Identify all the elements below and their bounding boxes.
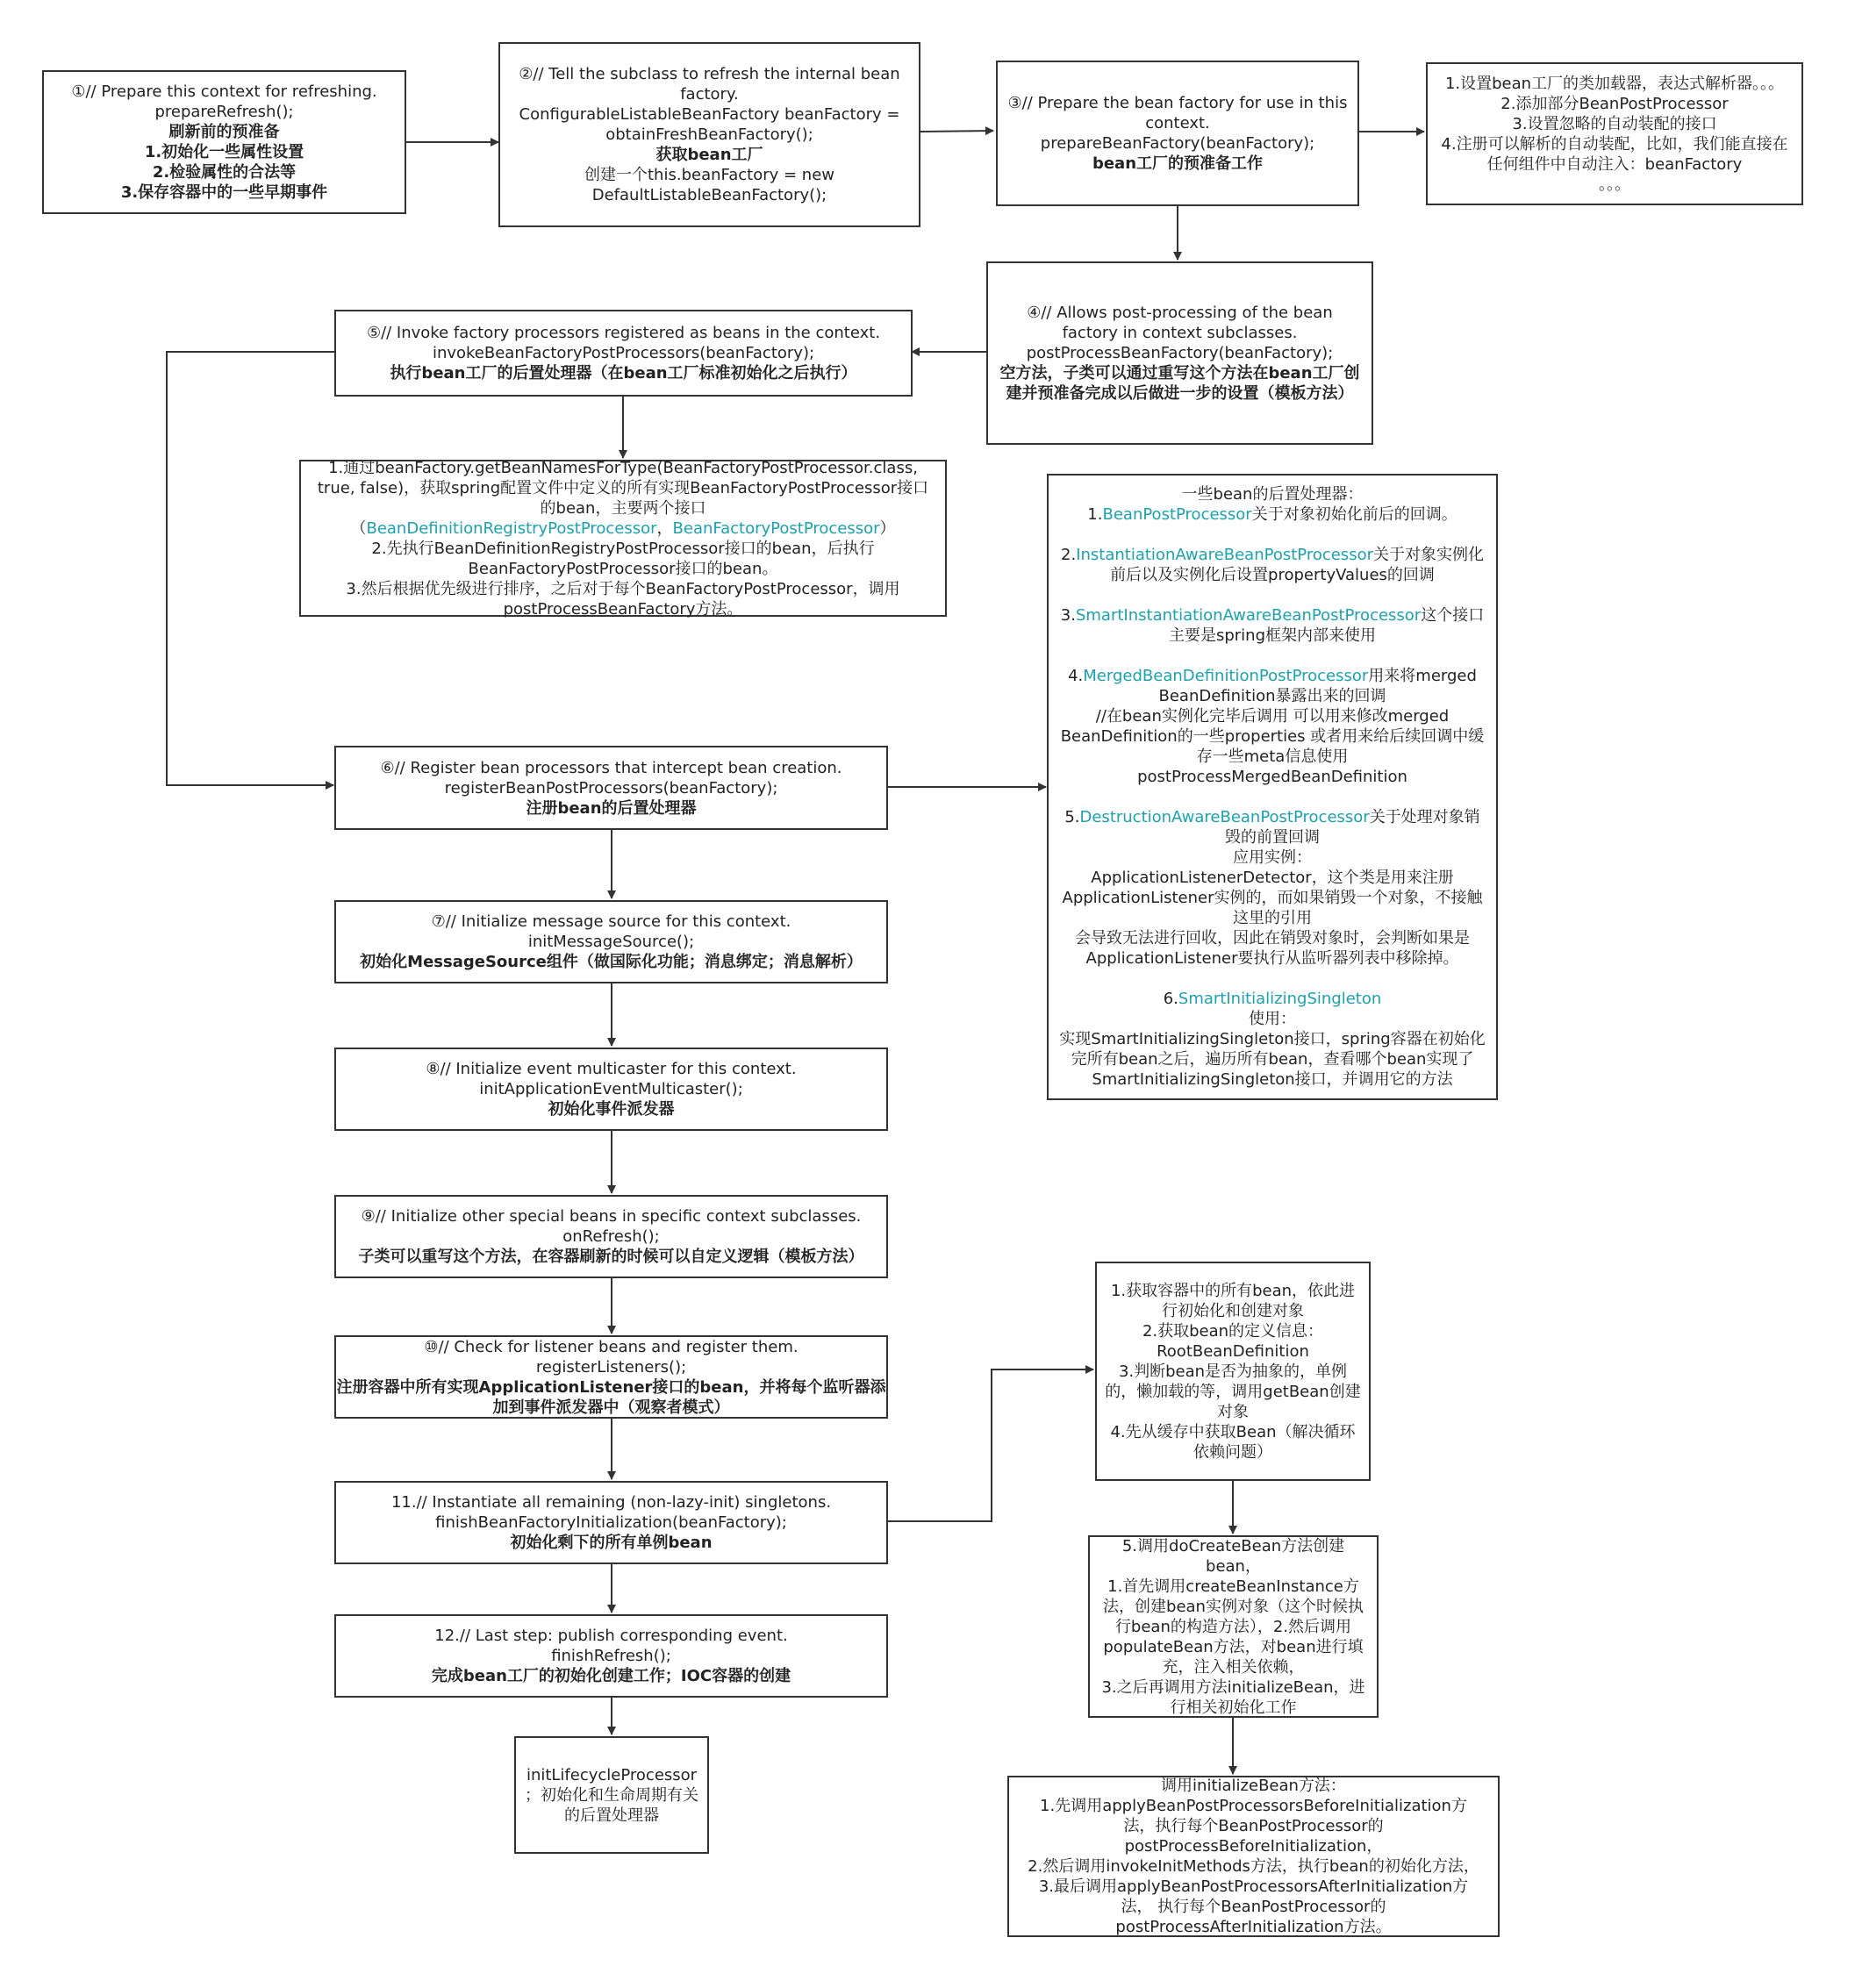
processor-6-desc: 实现SmartInitializingSingleton接口，spring容器在初始化 xyxy=(1059,1030,1486,1048)
paren-close: ） xyxy=(879,518,896,538)
step-5-detail: true, false)，获取spring配置文件中定义的所有实现BeanFactoryPostProcessor接口 xyxy=(317,478,929,497)
get-bean-step: 3.判断bean是否为抽象的，单例 xyxy=(1118,1362,1348,1381)
processor-5: 5.DestructionAwareBeanPostProcessor关于处理对象销 xyxy=(1064,808,1480,826)
get-bean-step: RootBeanDefinition xyxy=(1157,1341,1309,1361)
lifecycle-desc: 的后置处理器 xyxy=(564,1806,659,1825)
do-create-bean-step: 法，创建bean实例对象（这个时候执 xyxy=(1103,1597,1364,1616)
step-5-detail: BeanFactoryPostProcessor接口的bean。 xyxy=(468,559,778,578)
step-6-comment: ⑥// Register bean processors that intercept bean creation. xyxy=(380,758,842,777)
processor-2-name: InstantiationAwareBeanPostProcessor xyxy=(1076,546,1373,564)
processor-6-desc: 使用： xyxy=(1249,1010,1296,1028)
step-7-message-source-box xyxy=(334,900,888,983)
initialize-bean-step: 2.然后调用invokeInitMethods方法，执行bean的初始化方法， xyxy=(1028,1857,1479,1876)
step-10-register-listeners-box xyxy=(334,1335,888,1419)
step-3-details-box xyxy=(1426,62,1803,205)
step-4-post-process-bean-factory-box xyxy=(986,261,1373,445)
processor-1: 1.BeanPostProcessor关于对象初始化前后的回调。 xyxy=(1087,505,1458,524)
lifecycle-method: initLifecycleProcessor xyxy=(526,1765,698,1784)
processor-3-desc: 主要是spring框架内部来使用 xyxy=(1168,626,1377,645)
initialize-bean-step: 法， 执行每个BeanPostProcessor的 xyxy=(1121,1898,1386,1916)
step-1-prepare-refresh-box xyxy=(42,70,406,214)
step-10-comment: ⑩// Check for listener beans and register them. xyxy=(424,1337,799,1356)
step-5-detail: 的bean，主要两个接口 xyxy=(540,498,706,518)
processor-5-desc: 毁的前置回调 xyxy=(1225,828,1320,847)
step-12-method: finishRefresh(); xyxy=(551,1647,671,1665)
get-bean-step: 对象 xyxy=(1217,1402,1249,1421)
processor-2-desc: 前后以及实例化后设置propertyValues的回调 xyxy=(1110,566,1435,584)
step-1-item: 1.初始化一些属性设置 xyxy=(144,143,304,161)
arrow-2-to-3 xyxy=(920,131,993,132)
do-create-bean-step: 1.首先调用createBeanInstance方 xyxy=(1107,1577,1359,1596)
get-bean-step: 1.获取容器中的所有bean，依此进 xyxy=(1110,1281,1356,1300)
do-create-bean-step: 充，注入相关依赖， xyxy=(1162,1657,1305,1677)
step-5-title: 执行bean工厂的后置处理器（在bean工厂标准初始化之后执行） xyxy=(390,364,857,383)
processor-2: 2.InstantiationAwareBeanPostProcessor关于对象实例化 xyxy=(1061,546,1484,564)
step-2-code: ConfigurableListableBeanFactory beanFactory = xyxy=(519,105,900,124)
processor-3: 3.SmartInstantiationAwareBeanPostProcessor这个接口 xyxy=(1060,606,1485,625)
processors-heading: 一些bean的后置处理器： xyxy=(1181,485,1364,504)
step-1-method: prepareRefresh(); xyxy=(154,103,294,121)
do-create-bean-step: 行相关初始化工作 xyxy=(1170,1698,1297,1717)
arrow-11-to-c1 xyxy=(887,1369,1093,1521)
get-bean-step: 4.先从缓存中获取Bean（解决循环 xyxy=(1110,1422,1356,1441)
initialize-bean-step: 调用initializeBean方法： xyxy=(1161,1777,1346,1795)
step-9-title: 子类可以重写这个方法，在容器刷新的时候可以自定义逻辑（模板方法） xyxy=(358,1248,864,1266)
processor-6-name: SmartInitializingSingleton xyxy=(1178,990,1382,1008)
step-5-comment: ⑤// Invoke factory processors registered as beans in the context. xyxy=(366,324,881,342)
processor-4-desc: postProcessMergedBeanDefinition xyxy=(1137,768,1407,786)
paren-open: （ xyxy=(350,518,367,538)
step-5-detail: 1.通过beanFactory.getBeanNamesForType(BeanFactoryPostProcessor.class, xyxy=(328,458,918,477)
processor-5-desc: ApplicationListener实例的，而如果销毁一个对象，不接触 xyxy=(1062,889,1483,907)
get-bean-steps-box xyxy=(1095,1262,1371,1481)
step-3-detail: 1.设置bean工厂的类加载器，表达式解析器。。。 xyxy=(1444,74,1785,93)
step-3-comment: context. xyxy=(1145,114,1210,132)
step-12-finish-refresh-box xyxy=(334,1614,888,1698)
step-5-details-box xyxy=(299,460,947,617)
step-4-comment: factory in context subclasses. xyxy=(1062,324,1298,342)
processor-5-desc: ApplicationListener要执行从监听器列表中移除掉。 xyxy=(1085,949,1459,968)
processor-4-desc: 存一些meta信息使用 xyxy=(1196,747,1349,766)
step-6-register-bean-processors-box xyxy=(334,746,888,830)
step-3-title: bean工厂的预准备工作 xyxy=(1092,154,1264,173)
step-2-note: DefaultListableBeanFactory(); xyxy=(591,186,827,204)
step-5-detail: 2.先执行BeanDefinitionRegistryPostProcessor接口的bean，后执行 xyxy=(371,539,875,558)
step-2-title: 获取bean工厂 xyxy=(655,146,763,164)
processor-4-desc: //在bean实例化完毕后调用 可以用来修改merged xyxy=(1095,707,1450,726)
step-8-method: initApplicationEventMulticaster(); xyxy=(479,1080,743,1098)
step-8-comment: ⑧// Initialize event multicaster for this context. xyxy=(426,1060,797,1078)
get-bean-step: 的，懒加载的等，调用getBean创建 xyxy=(1105,1382,1361,1401)
initialize-bean-step: 3.最后调用applyBeanPostProcessorsAfterInitialization方 xyxy=(1038,1877,1469,1896)
processor-6-desc: SmartInitializingSingleton接口，并调用它的方法 xyxy=(1092,1070,1453,1089)
initialize-bean-step: postProcessAfterInitialization方法。 xyxy=(1115,1918,1392,1936)
step-2-code: obtainFreshBeanFactory(); xyxy=(605,125,813,144)
processor-3-name: SmartInstantiationAwareBeanPostProcessor xyxy=(1075,606,1422,625)
step-10-title: 加到事件派发器中（观察者模式） xyxy=(492,1398,730,1417)
step-1-item: 3.保存容器中的一些早期事件 xyxy=(120,183,328,202)
step-9-on-refresh-box xyxy=(334,1195,888,1278)
initialize-bean-step: 法，执行每个BeanPostProcessor的 xyxy=(1123,1817,1384,1835)
step-3-detail: 3.设置忽略的自动装配的接口 xyxy=(1512,114,1717,133)
step-4-note: 建并预准备完成以后做进一步的设置（模板方法） xyxy=(1006,384,1354,403)
step-1-title: 刷新前的预准备 xyxy=(168,123,280,141)
initialize-bean-step: postProcessBeforeInitialization， xyxy=(1124,1837,1383,1856)
step-5-invoke-factory-processors-box xyxy=(334,310,913,397)
processor-6: 6.SmartInitializingSingleton xyxy=(1163,990,1382,1008)
lifecycle-desc: ；初始化和生命周期有关 xyxy=(525,1785,698,1805)
processor-1-name: BeanPostProcessor xyxy=(1102,505,1252,524)
step-7-title: 初始化MessageSource组件（做国际化功能；消息绑定；消息解析） xyxy=(360,953,863,971)
step-4-note: 空方法，子类可以通过重写这个方法在bean工厂创 xyxy=(999,364,1360,383)
step-4-comment: ④// Allows post-processing of the bean xyxy=(1027,304,1333,322)
step-11-title: 初始化剩下的所有单例bean xyxy=(510,1534,713,1552)
step-11-finish-bean-factory-init-box xyxy=(334,1481,888,1564)
step-10-title: 注册容器中所有实现ApplicationListener接口的bean，并将每个监听器添 xyxy=(336,1377,886,1397)
step-3-detail: 4.注册可以解析的自动装配，比如，我们能直接在 xyxy=(1441,134,1788,154)
step-3-detail: 。。。 xyxy=(1599,175,1630,194)
processor-5-desc: 应用实例： xyxy=(1233,848,1312,867)
processor-5-desc: 这里的引用 xyxy=(1233,909,1312,927)
processor-5-name: DestructionAwareBeanPostProcessor xyxy=(1079,808,1370,826)
step-1-comment: ①// Prepare this context for refreshing. xyxy=(71,82,377,101)
step-3-comment: ③// Prepare the bean factory for use in this xyxy=(1007,94,1348,112)
step-8-title: 初始化事件派发器 xyxy=(548,1100,675,1119)
get-bean-step: 行初始化和创建对象 xyxy=(1162,1301,1304,1320)
step-11-method: finishBeanFactoryInitialization(beanFactory); xyxy=(435,1513,787,1532)
do-create-bean-step: populateBean方法，对bean进行填 xyxy=(1103,1637,1364,1656)
do-create-bean-step: bean， xyxy=(1206,1556,1261,1576)
step-10-method: registerListeners(); xyxy=(535,1357,687,1377)
step-9-method: onRefresh(); xyxy=(562,1227,660,1246)
step-12-title: 完成bean工厂的初始化创建工作；IOC容器的创建 xyxy=(431,1667,791,1685)
bean-post-processors-box xyxy=(1047,474,1498,1100)
processor-6-desc: 完所有bean之后，遍历所有bean，查看哪个bean实现了 xyxy=(1071,1050,1474,1069)
initialize-bean-box xyxy=(1007,1776,1500,1937)
factory-post-processor-name: BeanFactoryPostProcessor xyxy=(672,518,880,538)
processor-4: 4.MergedBeanDefinitionPostProcessor用来将merged xyxy=(1068,667,1477,685)
get-bean-step: 2.获取bean的定义信息： xyxy=(1142,1321,1324,1341)
step-8-event-multicaster-box xyxy=(334,1048,888,1131)
step-9-comment: ⑨// Initialize other special beans in specific context subclasses. xyxy=(361,1207,862,1226)
step-4-method: postProcessBeanFactory(beanFactory); xyxy=(1026,344,1334,362)
step-3-prepare-bean-factory-box xyxy=(996,61,1359,206)
init-lifecycle-processor-box xyxy=(514,1736,709,1854)
step-2-comment: factory. xyxy=(680,85,739,104)
step-3-method: prepareBeanFactory(beanFactory); xyxy=(1040,134,1315,153)
do-create-bean-step: 3.之后再调用方法initializeBean，进 xyxy=(1101,1677,1365,1697)
step-2-comment: ②// Tell the subclass to refresh the internal bean xyxy=(519,65,900,83)
initialize-bean-step: 1.先调用applyBeanPostProcessorsBeforeInitialization方 xyxy=(1040,1797,1467,1815)
do-create-bean-box xyxy=(1088,1535,1379,1718)
step-5-method: invokeBeanFactoryPostProcessors(beanFactory); xyxy=(432,344,815,362)
step-12-comment: 12.// Last step: publish corresponding event. xyxy=(434,1627,788,1645)
step-2-note: 创建一个this.beanFactory = new xyxy=(584,166,834,184)
do-create-bean-step: 5.调用doCreateBean方法创建 xyxy=(1121,1536,1345,1555)
step-3-detail: 2.添加部分BeanPostProcessor xyxy=(1500,94,1729,113)
get-bean-step: 依赖问题） xyxy=(1193,1442,1272,1462)
step-3-detail: 任何组件中自动注入：beanFactory xyxy=(1486,154,1743,174)
step-5-detail: postProcessBeanFactory方法。 xyxy=(503,599,743,619)
step-5-detail: 3.然后根据优先级进行排序，之后对于每个BeanFactoryPostProcessor，调用 xyxy=(346,579,900,598)
step-7-method: initMessageSource(); xyxy=(527,933,695,951)
step-5-interfaces xyxy=(350,518,895,539)
step-1-item: 2.检验属性的合法等 xyxy=(152,163,297,182)
processor-4-desc: BeanDefinition的一些properties 或者用来给后续回调中缓 xyxy=(1060,727,1485,746)
step-2-obtain-bean-factory-box xyxy=(498,42,920,227)
separator: ， xyxy=(656,518,673,538)
step-7-comment: ⑦// Initialize message source for this context. xyxy=(431,912,791,931)
step-6-method: registerBeanPostProcessors(beanFactory); xyxy=(444,778,778,797)
processor-5-desc: ApplicationListenerDetector，这个类是用来注册 xyxy=(1091,869,1454,887)
do-create-bean-step: 行bean的构造方法），2.然后调用 xyxy=(1114,1617,1352,1636)
registry-post-processor-name: BeanDefinitionRegistryPostProcessor xyxy=(366,518,657,538)
step-11-comment: 11.// Instantiate all remaining (non-lazy-init) singletons. xyxy=(390,1493,832,1512)
processor-4-name: MergedBeanDefinitionPostProcessor xyxy=(1083,667,1369,685)
processor-4-desc: BeanDefinition暴露出来的回调 xyxy=(1158,687,1386,705)
processor-5-desc: 会导致无法进行回收，因此在销毁对象时，会判断如果是 xyxy=(1075,929,1470,948)
step-6-title: 注册bean的后置处理器 xyxy=(526,798,697,818)
